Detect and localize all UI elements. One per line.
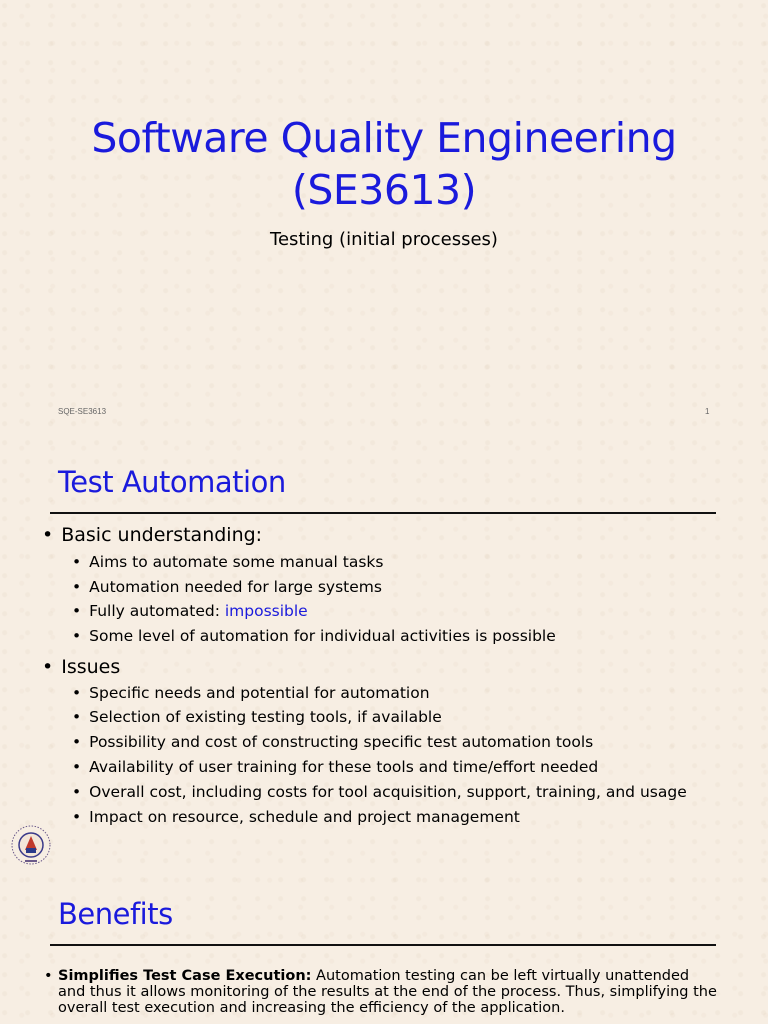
benefits-slide	[0, 864, 768, 1024]
title-divider	[50, 512, 716, 514]
test-automation-slide	[0, 432, 768, 864]
title-divider	[50, 944, 716, 946]
bullet-icon: •	[44, 968, 53, 984]
benefit-heading: Simplifies Test Case Execution:	[58, 968, 312, 984]
highlight-text: impossible	[224, 602, 308, 620]
bullet-item: • Aims to automate some manual tasks	[72, 553, 383, 571]
title-slide	[0, 0, 768, 432]
slide-footer-left: SQE-SE3613	[58, 407, 107, 416]
bullet-item: • Possibility and cost of constructing specific test automation tools	[72, 733, 593, 751]
slide-subtitle: Testing (initial processes)	[270, 229, 498, 250]
bullet-item	[72, 602, 308, 620]
slide-title	[0, 112, 768, 216]
title-line-2: (SE3613)	[291, 166, 477, 214]
bullet-item: • Some level of automation for individual activities is possible	[72, 627, 556, 645]
university-seal-icon	[10, 824, 52, 866]
benefit-text: Automation testing can be left virtually unattended and thus it allows monitoring of the results at the end of the process. Thus, simplifying the overall test execution and increasing the efficiency of the application.	[58, 968, 717, 1016]
bullet-item: • Specific needs and potential for automation	[72, 684, 430, 702]
title-line-1: Software Quality Engineering	[91, 114, 677, 162]
bullet-heading: • Issues	[42, 656, 120, 678]
slide-title: Test Automation	[58, 465, 286, 499]
bullet-item: • Selection of existing testing tools, if available	[72, 708, 442, 726]
bullet-item-text: Fully automated:	[89, 602, 225, 620]
benefit-item	[44, 968, 718, 1016]
bullet-item: • Automation needed for large systems	[72, 578, 382, 596]
bullet-item: • Impact on resource, schedule and project management	[72, 808, 520, 826]
slide-title: Benefits	[58, 897, 173, 931]
bullet-heading: • Basic understanding:	[42, 524, 262, 546]
bullet-item: • Availability of user training for these tools and time/effort needed	[72, 758, 598, 776]
slide-number: 1	[705, 407, 710, 416]
bullet-item: • Overall cost, including costs for tool acquisition, support, training, and usage	[72, 783, 687, 801]
